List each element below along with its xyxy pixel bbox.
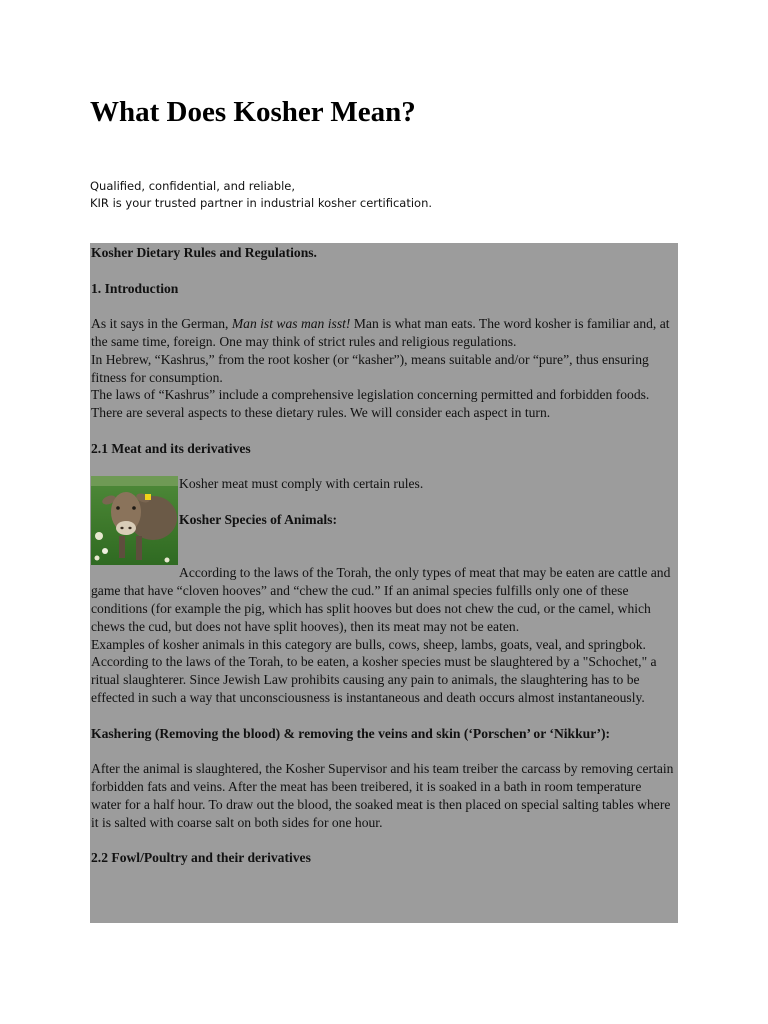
- tagline: [90, 178, 432, 212]
- poultry-heading: 2.2 Fowl/Poultry and their derivatives: [91, 850, 311, 866]
- species-heading: Kosher Species of Animals:: [179, 511, 337, 527]
- german-quote: Man ist was man isst!: [231, 316, 351, 332]
- species-paragraph-2: Examples of kosher animals in this category are bulls, cows, sheep, lambs, goats, veal, and springbok.: [91, 636, 646, 652]
- cow-image: [91, 476, 178, 565]
- intro-p1-rest: Man is what man eats. The word kosher is familiar and, at the same time, foreign. One may think of strict rules and religious regulations.: [91, 316, 670, 349]
- intro-paragraph-1: [91, 315, 674, 351]
- tagline-line-1: Qualified, confidential, and reliable,: [90, 179, 296, 193]
- intro-paragraph-3: The laws of “Kashrus” include a comprehensive legislation concerning permitted and forbidden foods. There are several aspects to these dietary rules. We will consider each aspect in turn.: [91, 387, 650, 421]
- kashering-heading: Kashering (Removing the blood) & removing the veins and skin (‘Porschen’ or ‘Nikkur’):: [91, 725, 611, 741]
- species-paragraph-1: According to the laws of the Torah, the only types of meat that may be eaten are cattle and game that have “cloven hooves” and “chew the cud.” If an animal species fulfills only one of these conditions (for example the pig, which has split hooves but does not chew the cud, or the camel, which chews the cud, but does not have split hooves), then its meat may not be eaten.: [91, 565, 671, 634]
- meat-heading: 2.1 Meat and its derivatives: [91, 440, 251, 456]
- intro-paragraph-2: In Hebrew, “Kashrus,” from the root kosher (or “kasher”), means suitable and/or “pure”, thus ensuring fitness for consumption.: [91, 351, 649, 385]
- meat-paragraph-1: Kosher meat must comply with certain rules.: [179, 476, 424, 492]
- page-title: What Does Kosher Mean?: [90, 96, 416, 128]
- content-box: [90, 243, 678, 923]
- intro-p1-start: As it says in the German,: [91, 316, 232, 332]
- section-title: Kosher Dietary Rules and Regulations.: [91, 245, 317, 260]
- species-paragraph-3: According to the laws of the Torah, to be eaten, a kosher species must be slaughtered by a "Schochet," a ritual slaughterer. Since Jewish Law prohibits causing any pain to animals, the slaughtering has to be effected in such a way that unconsciousness is instantaneous and death occurs almost instantaneously.: [91, 654, 657, 705]
- tagline-line-2: KIR is your trusted partner in industrial kosher certification.: [90, 196, 433, 210]
- kashering-paragraph-1: After the animal is slaughtered, the Kosher Supervisor and his team treiber the carcass by removing certain forbidden fats and veins. After the meat has been treibered, it is soaked in a bath in room temperature water for a half hour. To draw out the blood, the soaked meat is then placed on special salting tables where it is salted with coarse salt on both sides for one hour.: [91, 761, 674, 830]
- intro-heading: 1. Introduction: [91, 280, 179, 296]
